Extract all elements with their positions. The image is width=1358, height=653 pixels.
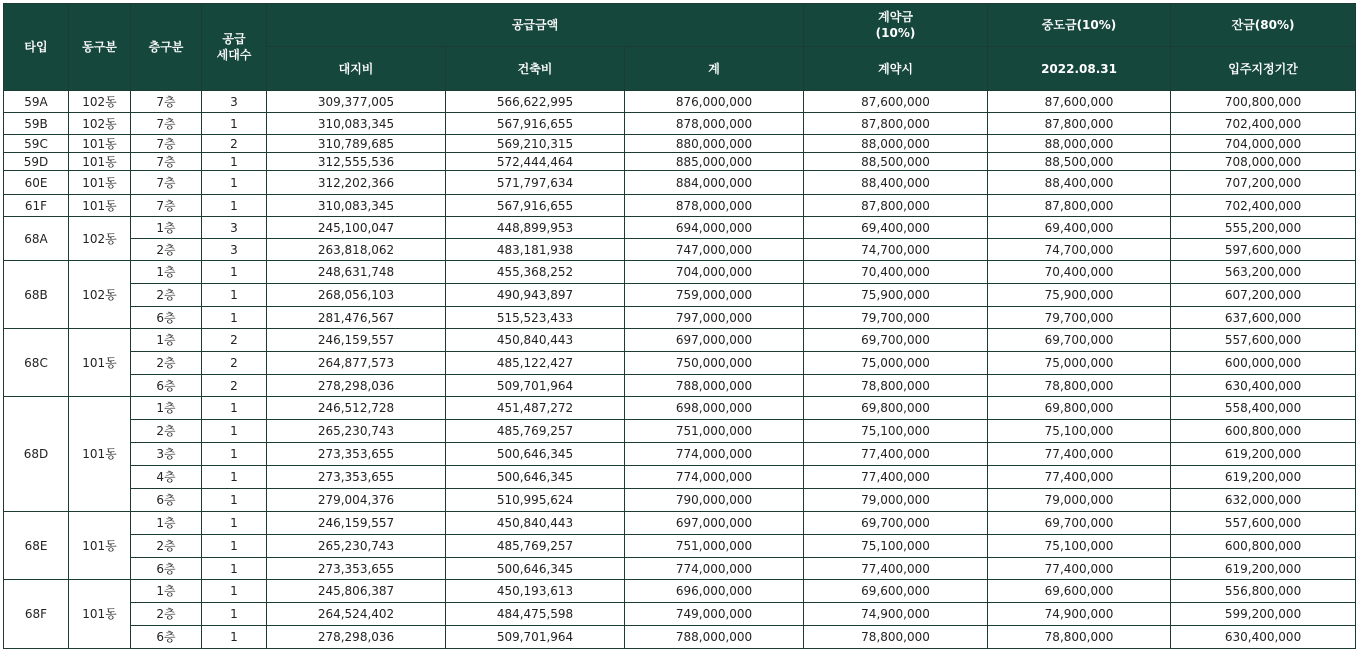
cell-dong: 101동: [69, 195, 131, 217]
cell-land-cost: 263,818,062: [267, 239, 446, 261]
price-table: [3, 3, 1356, 649]
cell-units: 1: [202, 443, 267, 466]
cell-deposit: 79,700,000: [804, 307, 988, 329]
cell-land-cost: 246,159,557: [267, 512, 446, 535]
header-balance-sub: 입주지정기간: [1171, 47, 1356, 91]
cell-total: 694,000,000: [625, 217, 804, 239]
cell-units: 1: [202, 261, 267, 284]
table-row: [4, 261, 1356, 284]
cell-units: 1: [202, 535, 267, 558]
cell-deposit: 75,900,000: [804, 284, 988, 307]
cell-balance: 702,400,000: [1171, 195, 1356, 217]
cell-balance: 619,200,000: [1171, 443, 1356, 466]
cell-balance: 558,400,000: [1171, 397, 1356, 420]
cell-middle-payment: 78,800,000: [988, 626, 1171, 649]
cell-units: 2: [202, 135, 267, 153]
cell-floor: 1층: [131, 580, 202, 603]
header-type: 타입: [4, 4, 69, 91]
header-land-cost: 대지비: [267, 47, 446, 91]
cell-units: 1: [202, 171, 267, 195]
cell-total: 876,000,000: [625, 91, 804, 113]
cell-building-cost: 490,943,897: [446, 284, 625, 307]
cell-middle-payment: 78,800,000: [988, 375, 1171, 397]
cell-floor: 4층: [131, 466, 202, 489]
cell-floor: 6층: [131, 307, 202, 329]
cell-total: 698,000,000: [625, 397, 804, 420]
cell-total: 884,000,000: [625, 171, 804, 195]
cell-balance: 600,000,000: [1171, 352, 1356, 375]
cell-land-cost: 279,004,376: [267, 489, 446, 512]
cell-total: 774,000,000: [625, 466, 804, 489]
cell-land-cost: 310,789,685: [267, 135, 446, 153]
cell-building-cost: 571,797,634: [446, 171, 625, 195]
cell-floor: 1층: [131, 512, 202, 535]
cell-land-cost: 310,083,345: [267, 195, 446, 217]
table-row: [4, 307, 1356, 329]
cell-land-cost: 273,353,655: [267, 443, 446, 466]
cell-middle-payment: 75,100,000: [988, 535, 1171, 558]
cell-dong: 101동: [69, 397, 131, 512]
cell-deposit: 88,400,000: [804, 171, 988, 195]
cell-building-cost: 448,899,953: [446, 217, 625, 239]
cell-building-cost: 500,646,345: [446, 466, 625, 489]
cell-total: 751,000,000: [625, 535, 804, 558]
cell-floor: 6층: [131, 558, 202, 580]
cell-deposit: 74,700,000: [804, 239, 988, 261]
cell-balance: 637,600,000: [1171, 307, 1356, 329]
cell-land-cost: 273,353,655: [267, 466, 446, 489]
header-units-line2: 세대수: [216, 48, 252, 62]
price-table-container: [3, 3, 1356, 649]
table-row: [4, 329, 1356, 352]
header-total: 계: [625, 47, 804, 91]
cell-floor: 7층: [131, 153, 202, 171]
cell-land-cost: 281,476,567: [267, 307, 446, 329]
cell-middle-payment: 87,800,000: [988, 113, 1171, 135]
cell-middle-payment: 69,700,000: [988, 329, 1171, 352]
cell-building-cost: 483,181,938: [446, 239, 625, 261]
cell-type: 68B: [4, 261, 69, 329]
cell-deposit: 74,900,000: [804, 603, 988, 626]
cell-middle-payment: 69,400,000: [988, 217, 1171, 239]
cell-type: 61F: [4, 195, 69, 217]
cell-land-cost: 246,159,557: [267, 329, 446, 352]
cell-units: 1: [202, 153, 267, 171]
cell-type: 60E: [4, 171, 69, 195]
cell-units: 1: [202, 466, 267, 489]
cell-floor: 2층: [131, 284, 202, 307]
cell-total: 797,000,000: [625, 307, 804, 329]
cell-total: 885,000,000: [625, 153, 804, 171]
table-row: [4, 420, 1356, 443]
cell-building-cost: 450,193,613: [446, 580, 625, 603]
cell-total: 880,000,000: [625, 135, 804, 153]
cell-middle-payment: 75,900,000: [988, 284, 1171, 307]
cell-deposit: 88,000,000: [804, 135, 988, 153]
cell-units: 1: [202, 113, 267, 135]
cell-middle-payment: 69,700,000: [988, 512, 1171, 535]
cell-balance: 556,800,000: [1171, 580, 1356, 603]
table-row: [4, 91, 1356, 113]
cell-units: 3: [202, 91, 267, 113]
cell-type: 59D: [4, 153, 69, 171]
cell-floor: 6층: [131, 489, 202, 512]
cell-building-cost: 450,840,443: [446, 512, 625, 535]
table-row: [4, 535, 1356, 558]
cell-land-cost: 278,298,036: [267, 375, 446, 397]
cell-building-cost: 509,701,964: [446, 626, 625, 649]
cell-land-cost: 265,230,743: [267, 420, 446, 443]
cell-floor: 6층: [131, 375, 202, 397]
table-row: [4, 466, 1356, 489]
cell-deposit: 69,600,000: [804, 580, 988, 603]
cell-units: 1: [202, 307, 267, 329]
cell-floor: 7층: [131, 113, 202, 135]
cell-type: 59C: [4, 135, 69, 153]
table-row: [4, 195, 1356, 217]
cell-balance: 557,600,000: [1171, 512, 1356, 535]
table-row: [4, 489, 1356, 512]
cell-total: 759,000,000: [625, 284, 804, 307]
cell-balance: 708,000,000: [1171, 153, 1356, 171]
cell-units: 1: [202, 558, 267, 580]
cell-floor: 1층: [131, 261, 202, 284]
cell-land-cost: 312,202,366: [267, 171, 446, 195]
cell-deposit: 69,700,000: [804, 329, 988, 352]
cell-type: 68A: [4, 217, 69, 261]
cell-land-cost: 310,083,345: [267, 113, 446, 135]
header-dong: 동구분: [69, 4, 131, 91]
cell-units: 1: [202, 512, 267, 535]
cell-dong: 102동: [69, 261, 131, 329]
header-deposit-line1: 계약금: [878, 10, 913, 24]
cell-floor: 7층: [131, 91, 202, 113]
cell-floor: 2층: [131, 603, 202, 626]
cell-dong: 101동: [69, 329, 131, 397]
cell-deposit: 77,400,000: [804, 443, 988, 466]
cell-middle-payment: 79,700,000: [988, 307, 1171, 329]
cell-building-cost: 567,916,655: [446, 113, 625, 135]
cell-middle-payment: 87,600,000: [988, 91, 1171, 113]
cell-building-cost: 485,122,427: [446, 352, 625, 375]
cell-middle-payment: 75,000,000: [988, 352, 1171, 375]
cell-dong: 101동: [69, 153, 131, 171]
cell-middle-payment: 77,400,000: [988, 443, 1171, 466]
cell-total: 790,000,000: [625, 489, 804, 512]
table-row: [4, 375, 1356, 397]
cell-building-cost: 485,769,257: [446, 535, 625, 558]
cell-total: 750,000,000: [625, 352, 804, 375]
cell-total: 774,000,000: [625, 558, 804, 580]
cell-type: 68E: [4, 512, 69, 580]
header-floor: 층구분: [131, 4, 202, 91]
cell-balance: 702,400,000: [1171, 113, 1356, 135]
cell-deposit: 77,400,000: [804, 466, 988, 489]
cell-building-cost: 451,487,272: [446, 397, 625, 420]
cell-total: 788,000,000: [625, 375, 804, 397]
cell-middle-payment: 88,400,000: [988, 171, 1171, 195]
cell-building-cost: 566,622,995: [446, 91, 625, 113]
cell-units: 2: [202, 329, 267, 352]
table-row: [4, 153, 1356, 171]
cell-units: 1: [202, 284, 267, 307]
cell-dong: 102동: [69, 217, 131, 261]
cell-deposit: 75,100,000: [804, 420, 988, 443]
cell-middle-payment: 74,900,000: [988, 603, 1171, 626]
cell-floor: 2층: [131, 535, 202, 558]
cell-floor: 7층: [131, 135, 202, 153]
cell-middle-payment: 75,100,000: [988, 420, 1171, 443]
table-body: [4, 91, 1356, 649]
table-row: [4, 558, 1356, 580]
cell-floor: 3층: [131, 443, 202, 466]
cell-units: 2: [202, 352, 267, 375]
cell-units: 3: [202, 239, 267, 261]
cell-balance: 619,200,000: [1171, 466, 1356, 489]
cell-building-cost: 500,646,345: [446, 558, 625, 580]
cell-deposit: 78,800,000: [804, 626, 988, 649]
header-units-line1: 공급: [222, 32, 246, 46]
cell-units: 1: [202, 397, 267, 420]
cell-balance: 707,200,000: [1171, 171, 1356, 195]
cell-land-cost: 268,056,103: [267, 284, 446, 307]
cell-units: 2: [202, 375, 267, 397]
table-row: [4, 135, 1356, 153]
cell-land-cost: 265,230,743: [267, 535, 446, 558]
table-row: [4, 512, 1356, 535]
cell-deposit: 87,800,000: [804, 113, 988, 135]
cell-floor: 1층: [131, 397, 202, 420]
cell-dong: 102동: [69, 91, 131, 113]
cell-dong: 102동: [69, 113, 131, 135]
table-row: [4, 217, 1356, 239]
header-middle-sub: 2022.08.31: [988, 47, 1171, 91]
cell-land-cost: 248,631,748: [267, 261, 446, 284]
cell-deposit: 75,100,000: [804, 535, 988, 558]
cell-floor: 2층: [131, 352, 202, 375]
cell-total: 878,000,000: [625, 113, 804, 135]
header-deposit-sub: 계약시: [804, 47, 988, 91]
cell-floor: 2층: [131, 420, 202, 443]
cell-middle-payment: 70,400,000: [988, 261, 1171, 284]
cell-units: 3: [202, 217, 267, 239]
cell-total: 747,000,000: [625, 239, 804, 261]
header-units: [202, 4, 267, 91]
table-row: [4, 113, 1356, 135]
header-deposit-line2: (10%): [875, 26, 916, 40]
cell-land-cost: 264,524,402: [267, 603, 446, 626]
cell-middle-payment: 87,800,000: [988, 195, 1171, 217]
cell-total: 751,000,000: [625, 420, 804, 443]
table-row: [4, 171, 1356, 195]
header-deposit: [804, 4, 988, 47]
cell-middle-payment: 69,800,000: [988, 397, 1171, 420]
cell-land-cost: 309,377,005: [267, 91, 446, 113]
header-middle-payment: 중도금(10%): [988, 4, 1171, 47]
cell-building-cost: 510,995,624: [446, 489, 625, 512]
cell-units: 1: [202, 195, 267, 217]
table-row: [4, 443, 1356, 466]
cell-building-cost: 500,646,345: [446, 443, 625, 466]
cell-deposit: 87,800,000: [804, 195, 988, 217]
cell-middle-payment: 69,600,000: [988, 580, 1171, 603]
cell-dong: 101동: [69, 135, 131, 153]
cell-balance: 597,600,000: [1171, 239, 1356, 261]
header-balance: 잔금(80%): [1171, 4, 1356, 47]
cell-total: 697,000,000: [625, 512, 804, 535]
header-building-cost: 건축비: [446, 47, 625, 91]
cell-total: 704,000,000: [625, 261, 804, 284]
cell-balance: 630,400,000: [1171, 626, 1356, 649]
cell-total: 696,000,000: [625, 580, 804, 603]
cell-units: 1: [202, 580, 267, 603]
cell-building-cost: 569,210,315: [446, 135, 625, 153]
cell-middle-payment: 88,000,000: [988, 135, 1171, 153]
cell-land-cost: 264,877,573: [267, 352, 446, 375]
cell-building-cost: 572,444,464: [446, 153, 625, 171]
cell-floor: 1층: [131, 217, 202, 239]
cell-deposit: 69,700,000: [804, 512, 988, 535]
cell-total: 788,000,000: [625, 626, 804, 649]
cell-balance: 630,400,000: [1171, 375, 1356, 397]
cell-dong: 101동: [69, 512, 131, 580]
cell-balance: 599,200,000: [1171, 603, 1356, 626]
cell-units: 1: [202, 626, 267, 649]
cell-land-cost: 245,806,387: [267, 580, 446, 603]
cell-building-cost: 515,523,433: [446, 307, 625, 329]
cell-middle-payment: 79,000,000: [988, 489, 1171, 512]
cell-building-cost: 485,769,257: [446, 420, 625, 443]
cell-deposit: 87,600,000: [804, 91, 988, 113]
table-row: [4, 580, 1356, 603]
cell-floor: 1층: [131, 329, 202, 352]
cell-total: 697,000,000: [625, 329, 804, 352]
cell-floor: 2층: [131, 239, 202, 261]
cell-building-cost: 450,840,443: [446, 329, 625, 352]
cell-balance: 632,000,000: [1171, 489, 1356, 512]
cell-land-cost: 245,100,047: [267, 217, 446, 239]
cell-dong: 101동: [69, 580, 131, 649]
cell-deposit: 79,000,000: [804, 489, 988, 512]
cell-dong: 101동: [69, 171, 131, 195]
cell-middle-payment: 88,500,000: [988, 153, 1171, 171]
cell-building-cost: 567,916,655: [446, 195, 625, 217]
cell-balance: 600,800,000: [1171, 420, 1356, 443]
cell-deposit: 69,800,000: [804, 397, 988, 420]
cell-total: 878,000,000: [625, 195, 804, 217]
cell-building-cost: 484,475,598: [446, 603, 625, 626]
cell-units: 1: [202, 603, 267, 626]
cell-deposit: 78,800,000: [804, 375, 988, 397]
cell-type: 59B: [4, 113, 69, 135]
table-header: [4, 4, 1356, 91]
cell-type: 68D: [4, 397, 69, 512]
cell-balance: 600,800,000: [1171, 535, 1356, 558]
table-row: [4, 626, 1356, 649]
cell-land-cost: 273,353,655: [267, 558, 446, 580]
table-row: [4, 284, 1356, 307]
cell-deposit: 88,500,000: [804, 153, 988, 171]
cell-middle-payment: 74,700,000: [988, 239, 1171, 261]
table-row: [4, 239, 1356, 261]
cell-deposit: 77,400,000: [804, 558, 988, 580]
cell-units: 1: [202, 420, 267, 443]
table-row: [4, 397, 1356, 420]
cell-total: 774,000,000: [625, 443, 804, 466]
cell-building-cost: 455,368,252: [446, 261, 625, 284]
cell-balance: 557,600,000: [1171, 329, 1356, 352]
cell-deposit: 75,000,000: [804, 352, 988, 375]
cell-land-cost: 246,512,728: [267, 397, 446, 420]
cell-building-cost: 509,701,964: [446, 375, 625, 397]
cell-type: 59A: [4, 91, 69, 113]
cell-deposit: 70,400,000: [804, 261, 988, 284]
cell-floor: 7층: [131, 171, 202, 195]
cell-middle-payment: 77,400,000: [988, 558, 1171, 580]
table-row: [4, 603, 1356, 626]
cell-floor: 7층: [131, 195, 202, 217]
cell-balance: 700,800,000: [1171, 91, 1356, 113]
cell-units: 1: [202, 489, 267, 512]
cell-floor: 6층: [131, 626, 202, 649]
table-row: [4, 352, 1356, 375]
header-supply-price: 공급금액: [267, 4, 804, 47]
cell-balance: 555,200,000: [1171, 217, 1356, 239]
cell-land-cost: 312,555,536: [267, 153, 446, 171]
cell-balance: 619,200,000: [1171, 558, 1356, 580]
cell-type: 68C: [4, 329, 69, 397]
cell-total: 749,000,000: [625, 603, 804, 626]
cell-deposit: 69,400,000: [804, 217, 988, 239]
cell-middle-payment: 77,400,000: [988, 466, 1171, 489]
cell-balance: 563,200,000: [1171, 261, 1356, 284]
cell-balance: 704,000,000: [1171, 135, 1356, 153]
cell-balance: 607,200,000: [1171, 284, 1356, 307]
cell-type: 68F: [4, 580, 69, 649]
cell-land-cost: 278,298,036: [267, 626, 446, 649]
